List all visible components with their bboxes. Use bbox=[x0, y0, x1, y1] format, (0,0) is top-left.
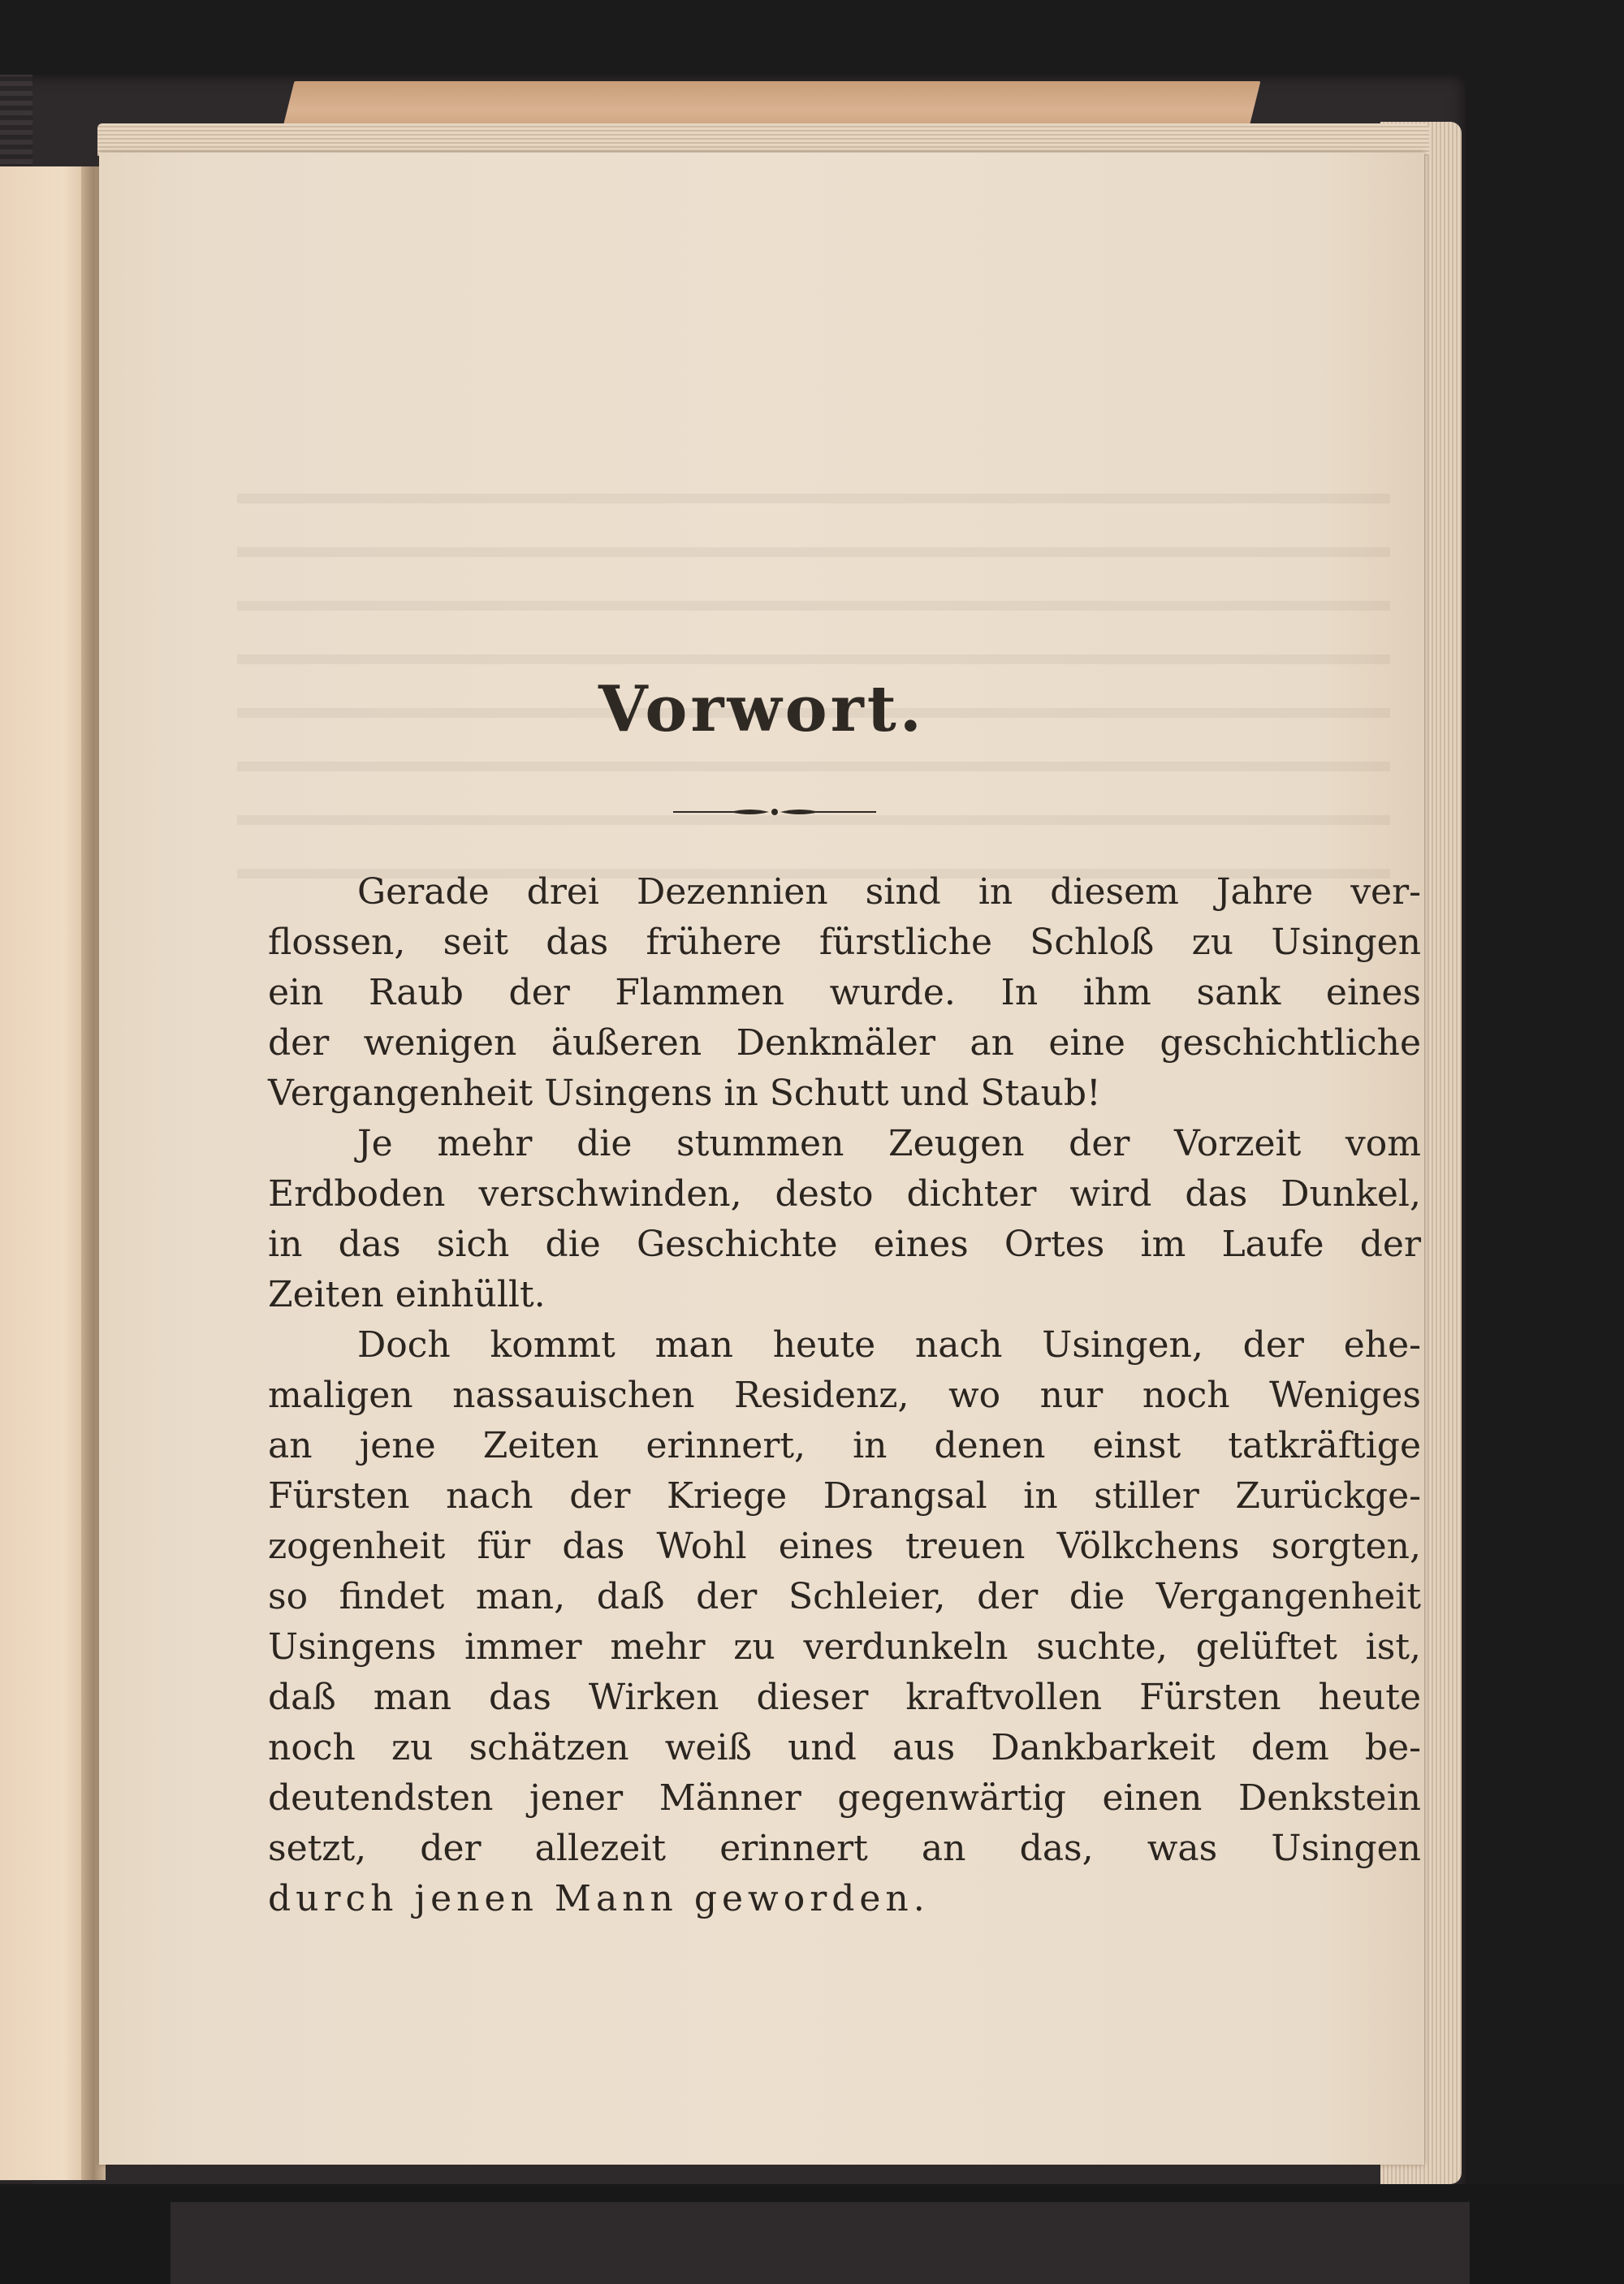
text-line: durch jenen Mann geworden. bbox=[268, 1878, 930, 1919]
text-line: der wenigen äußeren Denkmäler an eine geschichtliche bbox=[268, 1022, 1421, 1064]
text-line: maligen nassauischen Residenz, wo nur noch Weniges bbox=[268, 1375, 1421, 1416]
page-block-top-edge bbox=[97, 123, 1429, 156]
body-text bbox=[268, 867, 1421, 1924]
text-line: an jene Zeiten erinnert, in denen einst tatkräftige bbox=[268, 1425, 1421, 1466]
text-line: noch zu schätzen weiß und aus Dankbarkeit dem be- bbox=[268, 1727, 1421, 1768]
text-line: Doch kommt man heute nach Usingen, der ehe- bbox=[357, 1324, 1421, 1366]
facing-page-left bbox=[0, 166, 91, 2180]
text-line: Erdboden verschwinden, desto dichter wird das Dunkel, bbox=[268, 1173, 1421, 1215]
text-line: zogenheit für das Wohl eines treuen Völkchens sorgten, bbox=[268, 1526, 1421, 1567]
text-line: so findet man, daß der Schleier, der die Vergangenheit bbox=[268, 1576, 1421, 1617]
page-title: Vorwort. bbox=[598, 672, 925, 746]
text-line: deutendsten jener Männer gegenwärtig einen Denkstein bbox=[268, 1777, 1421, 1819]
book-page bbox=[99, 153, 1424, 2165]
text-line: in das sich die Geschichte eines Ortes im Laufe der bbox=[268, 1224, 1421, 1265]
text-line: Gerade drei Dezennien sind in diesem Jahre ver- bbox=[357, 871, 1421, 913]
text-line: daß man das Wirken dieser kraftvollen Fürsten heute bbox=[268, 1677, 1421, 1718]
text-line: Fürsten nach der Kriege Drangsal in stiller Zurückge- bbox=[268, 1475, 1421, 1517]
text-line: flossen, seit das frühere fürstliche Schloß zu Usingen bbox=[268, 922, 1421, 963]
text-line: Zeiten einhüllt. bbox=[268, 1274, 546, 1315]
text-line: Vergangenheit Usingens in Schutt und Staub! bbox=[268, 1073, 1101, 1114]
divider-ornament-icon bbox=[673, 802, 876, 822]
text-line: Je mehr die stummen Zeugen der Vorzeit vom bbox=[357, 1123, 1421, 1164]
text-line: setzt, der allezeit erinnert an das, was Usingen bbox=[268, 1828, 1421, 1869]
top-paper-strip bbox=[283, 81, 1261, 130]
text-line: Usingens immer mehr zu verdunkeln suchte, gelüftet ist, bbox=[268, 1626, 1421, 1668]
text-line: ein Raub der Flammen wurde. In ihm sank eines bbox=[268, 972, 1421, 1013]
book-cover-bottom bbox=[171, 2202, 1470, 2284]
